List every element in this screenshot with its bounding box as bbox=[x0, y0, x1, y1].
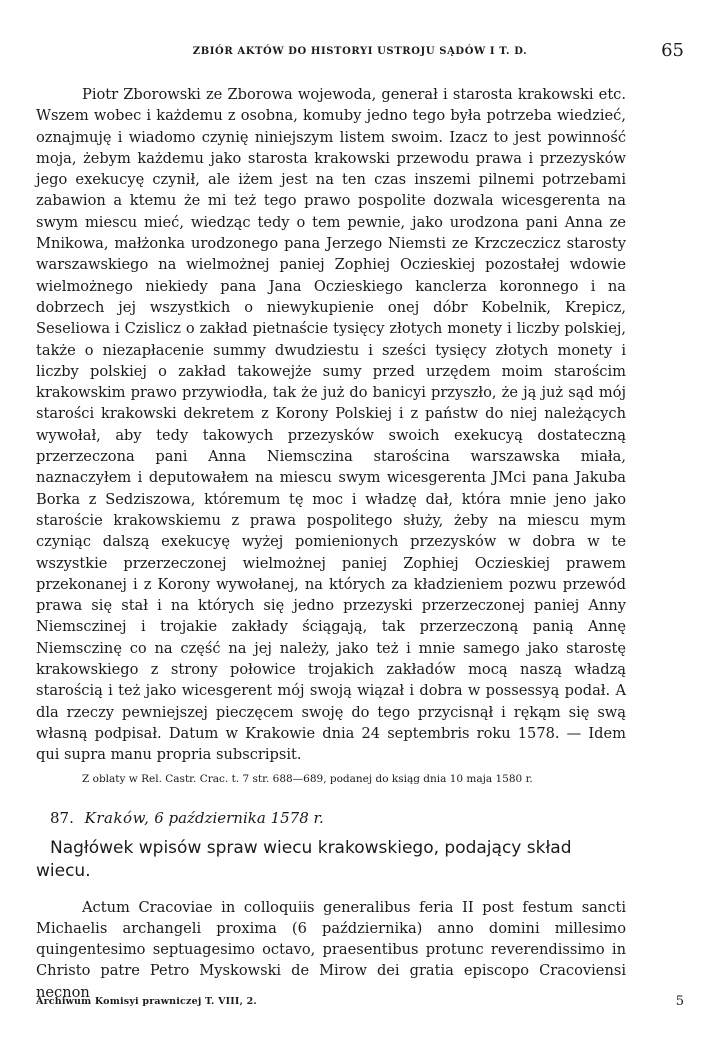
entry-number: 87. bbox=[50, 808, 74, 827]
source-note: Z oblaty w Rel. Castr. Crac. t. 7 str. 688—689, podanej do ksiąg dnia 10 maja 1580 r. bbox=[82, 772, 533, 785]
sheet-number: 5 bbox=[675, 994, 684, 1009]
entry-heading bbox=[36, 808, 626, 829]
page-footer bbox=[36, 992, 684, 1012]
page-body bbox=[36, 84, 626, 1003]
latin-text: Actum Cracoviae in colloquiis generalibus feria II post festum sancti Michaelis archangeli proxima (6 października) anno domini millesimo quingentesimo septuagesimo octavo, praesentibus protunc reverendissimo in Christo patre Petro Myskowski de Mirow dei gratia episcopo Cracoviensi necnon bbox=[36, 898, 626, 1001]
entry-summary: Nagłówek wpisów spraw wiecu krakowskiego, podający skład wiecu. bbox=[36, 837, 572, 881]
page-number: 65 bbox=[661, 40, 684, 61]
entry-place: Kraków, bbox=[84, 808, 150, 827]
running-head: ZBIÓR AKTÓW DO HISTORYI USTROJU SĄDÓW I T. D. bbox=[192, 46, 528, 57]
document-paragraph: Piotr Zborowski ze Zborowa wojewoda, generał i starosta krakowski etc. Wszem wobec i każdemu z osobna, komuby jedno tego była potrzeba wiedzieć, oznajmuję i wiadomo czynię niniejszym listem swoim. Izacz to jest powinność moja, żebym każdemu jako starosta krakowski przewodu prawa i przezysków jego exekucyę czynił, ale iżem jest na ten czas inszemi pilnemi potrzebami zabawion a ktemu że mi też tego prawo pospolite dozwala wicesgerenta na swym miescu mieć, wiedząc tedy o tem pewnie, jako urodzona pani Anna ze Mnikowa, małżonka urodzonego pana Jerzego Niemsti ze Krzczeczicz starosty warszawskiego na wielmożnej paniej Zophiej Oczieskiej pozostałej wdowie wielmożnego niekiedy pana Jana Oczieskiego kanclerza koronnego i na dobrzech jej wszystkich o niewykupienie onej dóbr Kobelnik, Krepicz, Seseliowa i Czislicz o zakład pietnaście tysięcy złotych monety i liczby polskiej, także o niezapłacenie summy dwudziestu i sześci tysięcy złotych monety i liczby polskiej o zakład takowejże sumy przed urzędem moim starościm krakowskim prawo przywiodła, tak że już do banicyi przyszło, że ją już sąd mój starości krakowski dekretem z Korony Polskiej i z państw do niej należących wywołał, aby tedy takowych przezysków swoich exekucyą dostateczną przerzeczona pani Anna Niemsczina starościna warszawska miała, naznaczyłem i deputowałem na miescu swym wicesgerenta JMci pana Jakuba Borka z Sedziszowa, któremum tę moc i władzę dał, która mnie jeno jako staroście krakowskiemu z prawa pospolitego służy, żeby na miescu mym czyniąc dalszą exekucyę wyżej pomienionych przezysków w dobra w te wszystkie przerzeczonej wielmożnej paniej Zophiej Oczieskiej prawem przekonanej i z Korony wywołanej, na których za kładzieniem pozwu przewód prawa się stał i na których się jedno przezyski przerzeczonej paniej Anny Niemsczinej i trojakie zakłady ściągają, tak przerzeczoną panią Annę Niemsczinę co na część na jej należy, jako też i mnie samego jako starostę krakowskiego z strony połowice trojakich zakładów mocą naszą władzą starością i też jako wicesgerent mój swoją wiązał i dobra w possessyą podał. A dla rzeczy pewniejszej pieczęcem swoję do tego przycisnął i rękąm się swą własną podpisał. Datum w Krakowie dnia 24 septembris roku 1578. — Idem qui supra manu propria subscripsit. bbox=[36, 86, 626, 764]
footer-signature: Archiwum Komisyi prawniczej T. VIII, 2. bbox=[36, 996, 257, 1007]
page-header bbox=[36, 40, 684, 66]
entry-date: 6 października 1578 r. bbox=[154, 808, 324, 827]
